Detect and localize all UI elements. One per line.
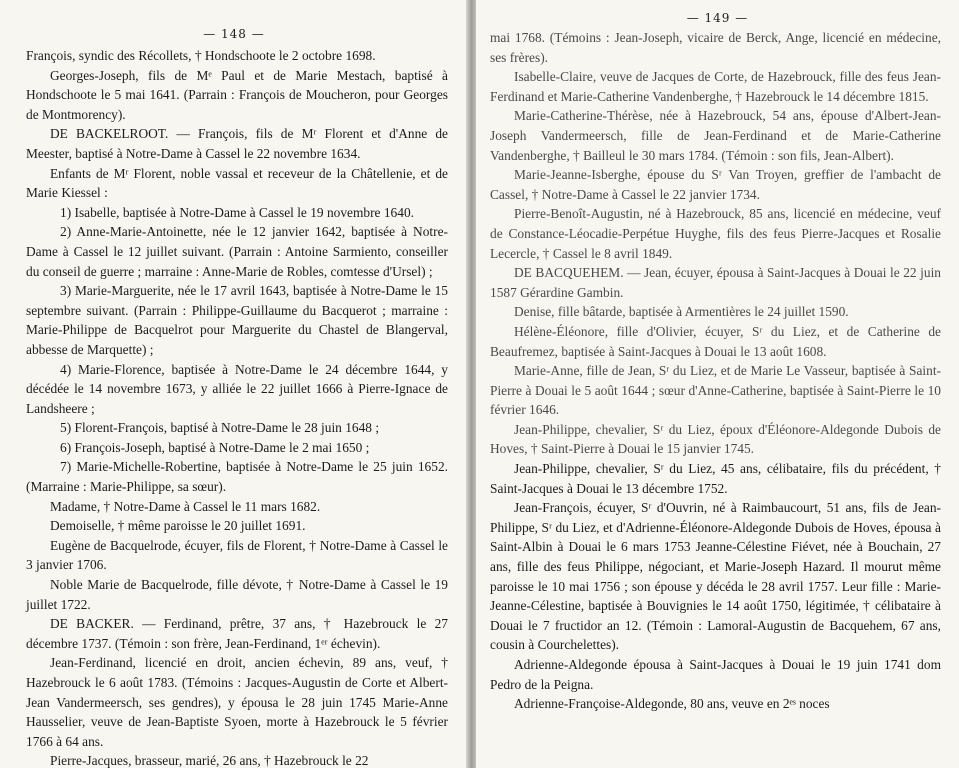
paragraph: Pierre-Benoît-Augustin, né à Hazebrouck, 85 ans, licencié en médecine, veuf de Constance-Léocadie-Perpétue Huyghe, fils des feus Pierre-Jacques et Rosalie Lecercle, † Cassel le 8 avril 1849.: [490, 206, 941, 261]
paragraph: Pierre-Jacques, brasseur, marié, 26 ans, † Hazebrouck le 22: [50, 753, 369, 768]
paragraph: Jean-François, écuyer, Sʳ d'Ouvrin, né à Raimbaucourt, 51 ans, fils de Jean-Philippe, Sʳ du Liez, et d'Adrienne-Éléonore-Aldegonde Dubois de Hoves, épousa à Saint-Albin à Douai le 6 mars 1753 Jeanne-Célestine Fiévet, née à Bouchain, 27 ans, fille des feus Philippe, négociant, et Marie-Joseph Hazard. Il mourut même paroisse le 10 mai 1756 ; son épouse y décéda le 28 avril 1757. Leur fille : Marie-Jeanne-Célestine, baptisée à Bouvignies le 14 août 1750, légitimée, † célibataire à Douai le 7 fructidor an 12. (Témoin : Lamoral-Augustin de Bacquehem, 67 ans, cousin à Courchelettes).: [490, 500, 941, 653]
page-number: — 148 —: [203, 27, 265, 41]
paragraph: Hélène-Éléonore, fille d'Olivier, écuyer, Sʳ du Liez, et de Catherine de Beaufremez, baptisée à Saint-Jacques à Douai le 13 août 1608.: [490, 323, 941, 359]
list-item: 4) Marie-Florence, baptisée à Notre-Dame le 24 décembre 1644, y décédée le 14 novembre 1673, y alliée le 22 juillet 1666 à Pierre-Ignace de Landsheere ;: [26, 361, 448, 416]
paragraph: François, syndic des Récollets, † Hondschoote le 2 octobre 1698.: [26, 48, 376, 63]
paragraph: DE BACKER. — Ferdinand, prêtre, 37 ans, † Hazebrouck le 27 décembre 1737. (Témoin : son frère, Jean-Ferdinand, 1ᵉʳ échevin).: [26, 616, 448, 651]
paragraph: Georges-Joseph, fils de Mᵉ Paul et de Marie Mestach, baptisé à Hondschoote le 5 mai 1641. (Parrain : François de Moucheron, pour Georges de Montmorency).: [26, 67, 448, 122]
right-page: [476, 0, 959, 768]
paragraph: Enfants de Mʳ Florent, noble vassal et receveur de la Châtellenie, et de Marie Kiessel :: [26, 165, 448, 201]
page-text: [0, 42, 468, 768]
paragraph: Jean-Philippe, chevalier, Sʳ du Liez, 45 ans, célibataire, fils du précédent, † Saint-Jacques à Douai le 13 décembre 1752.: [490, 461, 941, 496]
paragraph: Adrienne-Françoise-Aldegonde, 80 ans, veuve en 2ᵉˢ noces: [514, 696, 830, 712]
paragraph: Adrienne-Aldegonde épousa à Saint-Jacques à Douai le 19 juin 1741 dom Pedro de la Peigna.: [490, 657, 941, 692]
paragraph: Noble Marie de Bacquelrode, fille dévote, † Notre-Dame à Cassel le 19 juillet 1722.: [26, 577, 448, 612]
paragraph: DE BACQUEHEM. — Jean, écuyer, épousa à Saint-Jacques à Douai le 22 juin 1587 Gérardine Gambin.: [490, 265, 941, 300]
list-item: 3) Marie-Marguerite, née le 17 avril 1643, baptisée à Notre-Dame le 15 septembre suivant. (Parrain : Philippe-Guillaume du Bacquerot ; marraine : Marie-Philippe de Bacquelrot pour Marguerite du Chastel de Blangerval, abbesse de Marquette) ;: [26, 283, 448, 357]
paragraph: Madame, † Notre-Dame à Cassel le 11 mars 1682.: [50, 498, 321, 514]
paragraph: Isabelle-Claire, veuve de Jacques de Corte, de Hazebrouck, fille des feus Jean-Ferdinand et Marie-Catherine Vandenberghe, † Hazebrouck le 14 décembre 1815.: [490, 69, 941, 104]
paragraph: Marie-Catherine-Thérèse, née à Hazebrouck, 54 ans, épouse d'Albert-Jean-Joseph Vandermeersch, fille de Jean-Ferdinand et de Marie-Catherine Vandenberghe, † Bailleul le 30 mars 1784. (Témoin : son fils, Jean-Albert).: [490, 108, 941, 163]
paragraph: Jean-Ferdinand, licencié en droit, ancien échevin, 89 ans, veuf, † Hazebrouck le 6 août 1783. (Témoins : Jacques-Augustin de Corte et Albert-Jean Vandermeersch, ses gendres), y épousa le 28 juin 1745 Marie-Anne Hausselier, veuve de Jean-Baptiste Syoen, morte à Hazebrouck le 5 février 1766 à 64 ans.: [26, 655, 448, 749]
paragraph: mai 1768. (Témoins : Jean-Joseph, vicaire de Berck, Ange, licencié en médecine, ses frères).: [490, 30, 941, 65]
page-text: [476, 26, 959, 714]
left-page: [0, 0, 468, 768]
paragraph: Denise, fille bâtarde, baptisée à Armentières le 24 juillet 1590.: [514, 304, 849, 320]
paragraph: Demoiselle, † même paroisse le 20 juillet 1691.: [50, 518, 306, 534]
paragraph: DE BACKELROOT. — François, fils de Mʳ Florent et d'Anne de Meester, baptisé à Notre-Dame à Cassel le 22 novembre 1634.: [26, 126, 448, 161]
list-item: 2) Anne-Marie-Antoinette, née le 12 janvier 1642, baptisée à Notre-Dame à Cassel le 12 juillet suivant. (Parrain : Antoine Sarmiento, conseiller du conseil de guerre ; marraine : Anne-Marie de Robles, comtesse d'Ursel) ;: [26, 224, 448, 279]
list-item: 1) Isabelle, baptisée à Notre-Dame à Cassel le 19 novembre 1640.: [60, 204, 414, 220]
list-item: 5) Florent-François, baptisé à Notre-Dame le 28 juin 1648 ;: [60, 420, 380, 436]
list-item: 6) François-Joseph, baptisé à Notre-Dame le 2 mai 1650 ;: [60, 439, 370, 455]
paragraph: Marie-Jeanne-Isberghe, épouse du Sʳ Van Troyen, greffier de l'ambacht de Cassel, † Notre-Dame à Cassel le 22 janvier 1734.: [490, 167, 941, 202]
paragraph: Jean-Philippe, chevalier, Sʳ du Liez, époux d'Éléonore-Aldegonde Dubois de Hoves, † Saint-Pierre à Douai le 15 janvier 1745.: [490, 421, 941, 457]
paragraph: Eugène de Bacquelrode, écuyer, fils de Florent, † Notre-Dame à Cassel le 3 janvier 1706.: [26, 537, 448, 573]
list-item: 7) Marie-Michelle-Robertine, baptisée à Notre-Dame le 25 juin 1652. (Marraine : Marie-Philippe, sa sœur).: [26, 459, 448, 495]
page-number: — 149 —: [686, 11, 749, 25]
paragraph: Marie-Anne, fille de Jean, Sʳ du Liez, et de Marie Le Vasseur, baptisée à Saint-Pierre à Douai le 5 août 1644 ; sœur d'Anne-Catherine, baptisée à Saint-Pierre le 10 février 1646.: [490, 363, 941, 418]
